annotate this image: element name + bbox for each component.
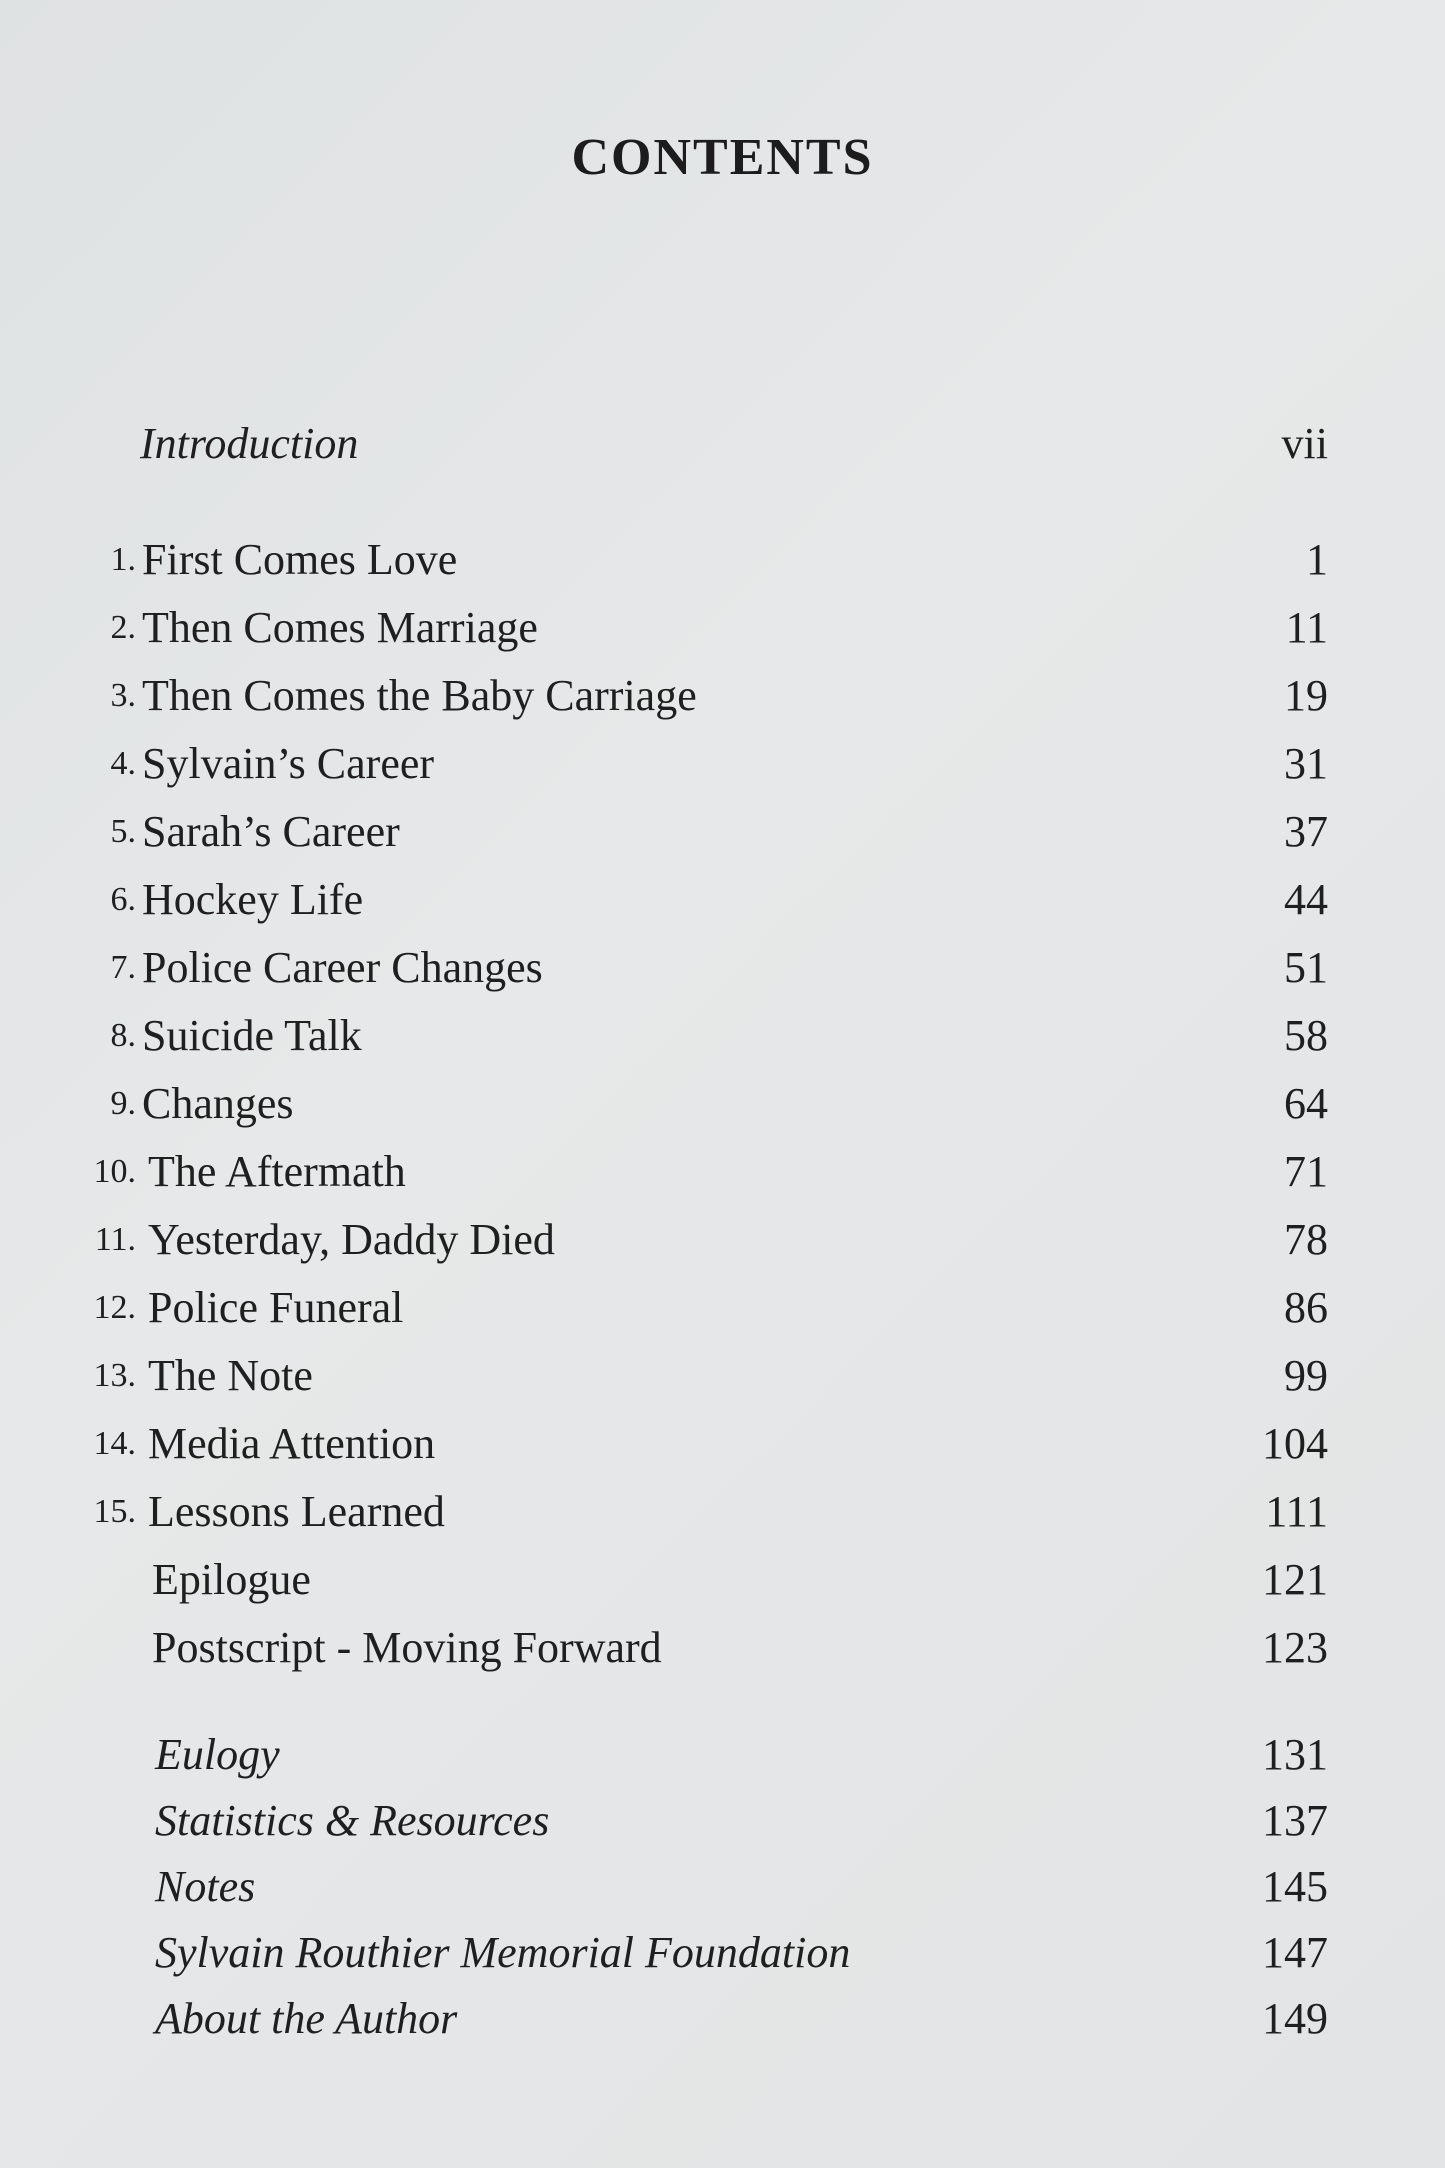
page-number: 58: [1284, 1011, 1328, 1060]
page-number: 11: [1285, 603, 1328, 652]
chapter-number: 8.: [110, 1017, 136, 1054]
entry-title: Epilogue: [152, 1555, 311, 1604]
chapter-number: 11.: [94, 1221, 136, 1258]
chapter-number: 14.: [93, 1425, 136, 1462]
entry-title: Police Career Changes: [142, 943, 543, 992]
page-number: 145: [1262, 1862, 1328, 1911]
page-number: 137: [1262, 1796, 1328, 1845]
toc-entry: [0, 1550, 1445, 1610]
contents-heading: CONTENTS: [571, 129, 874, 186]
entry-title: Statistics & Resources: [155, 1796, 550, 1845]
entry-title: Hockey Life: [142, 875, 364, 924]
toc-entry: [0, 1989, 1445, 2049]
toc-entry: [0, 734, 1445, 794]
entry-title: Suicide Talk: [142, 1011, 362, 1060]
toc-entry: [0, 938, 1445, 998]
entry-title: About the Author: [155, 1994, 458, 2043]
chapter-number: 7.: [110, 949, 136, 986]
page-number: 19: [1284, 671, 1328, 720]
page-number: 149: [1262, 1994, 1328, 2043]
entry-title: Sarah’s Career: [142, 807, 400, 856]
page-number: 37: [1284, 807, 1328, 856]
entry-title: Changes: [142, 1079, 294, 1128]
chapter-number: 2.: [110, 609, 136, 646]
page-number: 64: [1284, 1079, 1328, 1128]
toc-entry: [0, 414, 1445, 474]
page-number: 1: [1306, 535, 1328, 584]
toc-entry: [0, 1618, 1445, 1678]
toc-entry: [0, 870, 1445, 930]
page-number: 104: [1262, 1419, 1328, 1468]
page-number: vii: [1281, 419, 1328, 468]
toc-entry: [0, 1346, 1445, 1406]
entry-title: Media Attention: [148, 1419, 436, 1468]
toc-entry: [0, 802, 1445, 862]
entry-title: Eulogy: [155, 1730, 280, 1779]
toc-entry: [0, 1725, 1445, 1785]
toc-entry: [0, 666, 1445, 726]
entry-title: Sylvain Routhier Memorial Foundation: [155, 1928, 851, 1977]
page-number: 123: [1262, 1623, 1328, 1672]
toc-entry: [0, 1791, 1445, 1851]
entry-title: First Comes Love: [142, 535, 458, 584]
page-number: 86: [1284, 1283, 1328, 1332]
page-number: 44: [1284, 875, 1328, 924]
toc-entry: [0, 1210, 1445, 1270]
chapter-number: 13.: [93, 1357, 136, 1394]
page-number: 99: [1284, 1351, 1328, 1400]
toc-entry: [0, 1278, 1445, 1338]
entry-title: The Aftermath: [148, 1147, 406, 1196]
entry-title: Then Comes the Baby Carriage: [142, 671, 697, 720]
chapter-number: 5.: [110, 813, 136, 850]
toc-entry: [0, 1857, 1445, 1917]
toc-entry: [0, 1006, 1445, 1066]
entry-title: Then Comes Marriage: [142, 603, 538, 652]
page-number: 121: [1262, 1555, 1328, 1604]
page-number: 51: [1284, 943, 1328, 992]
toc-entry: [0, 530, 1445, 590]
chapter-number: 9.: [110, 1085, 136, 1122]
entry-title: Sylvain’s Career: [142, 739, 435, 788]
entry-title: Yesterday, Daddy Died: [148, 1215, 555, 1264]
entry-title: Lessons Learned: [148, 1487, 445, 1536]
entry-title: The Note: [148, 1351, 313, 1400]
page-number: 31: [1284, 739, 1328, 788]
chapter-number: 4.: [110, 745, 136, 782]
page-number: 78: [1284, 1215, 1328, 1264]
entry-title: Police Funeral: [148, 1283, 404, 1332]
page-number: 71: [1284, 1147, 1328, 1196]
page-number: 111: [1265, 1487, 1328, 1536]
toc-entry: [0, 1142, 1445, 1202]
chapter-number: 15.: [93, 1493, 136, 1530]
entry-title: Notes: [155, 1862, 256, 1911]
chapter-number: 1.: [110, 541, 136, 578]
chapter-number: 3.: [110, 677, 136, 714]
toc-entry: [0, 1074, 1445, 1134]
entry-title: Postscript - Moving Forward: [152, 1623, 662, 1672]
page-number: 147: [1262, 1928, 1328, 1977]
chapter-number: 10.: [93, 1153, 136, 1190]
entry-title: Introduction: [140, 419, 359, 468]
chapter-number: 12.: [93, 1289, 136, 1326]
toc-entry: [0, 1482, 1445, 1542]
toc-entry: [0, 1414, 1445, 1474]
toc-entry: [0, 598, 1445, 658]
toc-entry: [0, 1923, 1445, 1983]
chapter-number: 6.: [110, 881, 136, 918]
page-number: 131: [1262, 1730, 1328, 1779]
